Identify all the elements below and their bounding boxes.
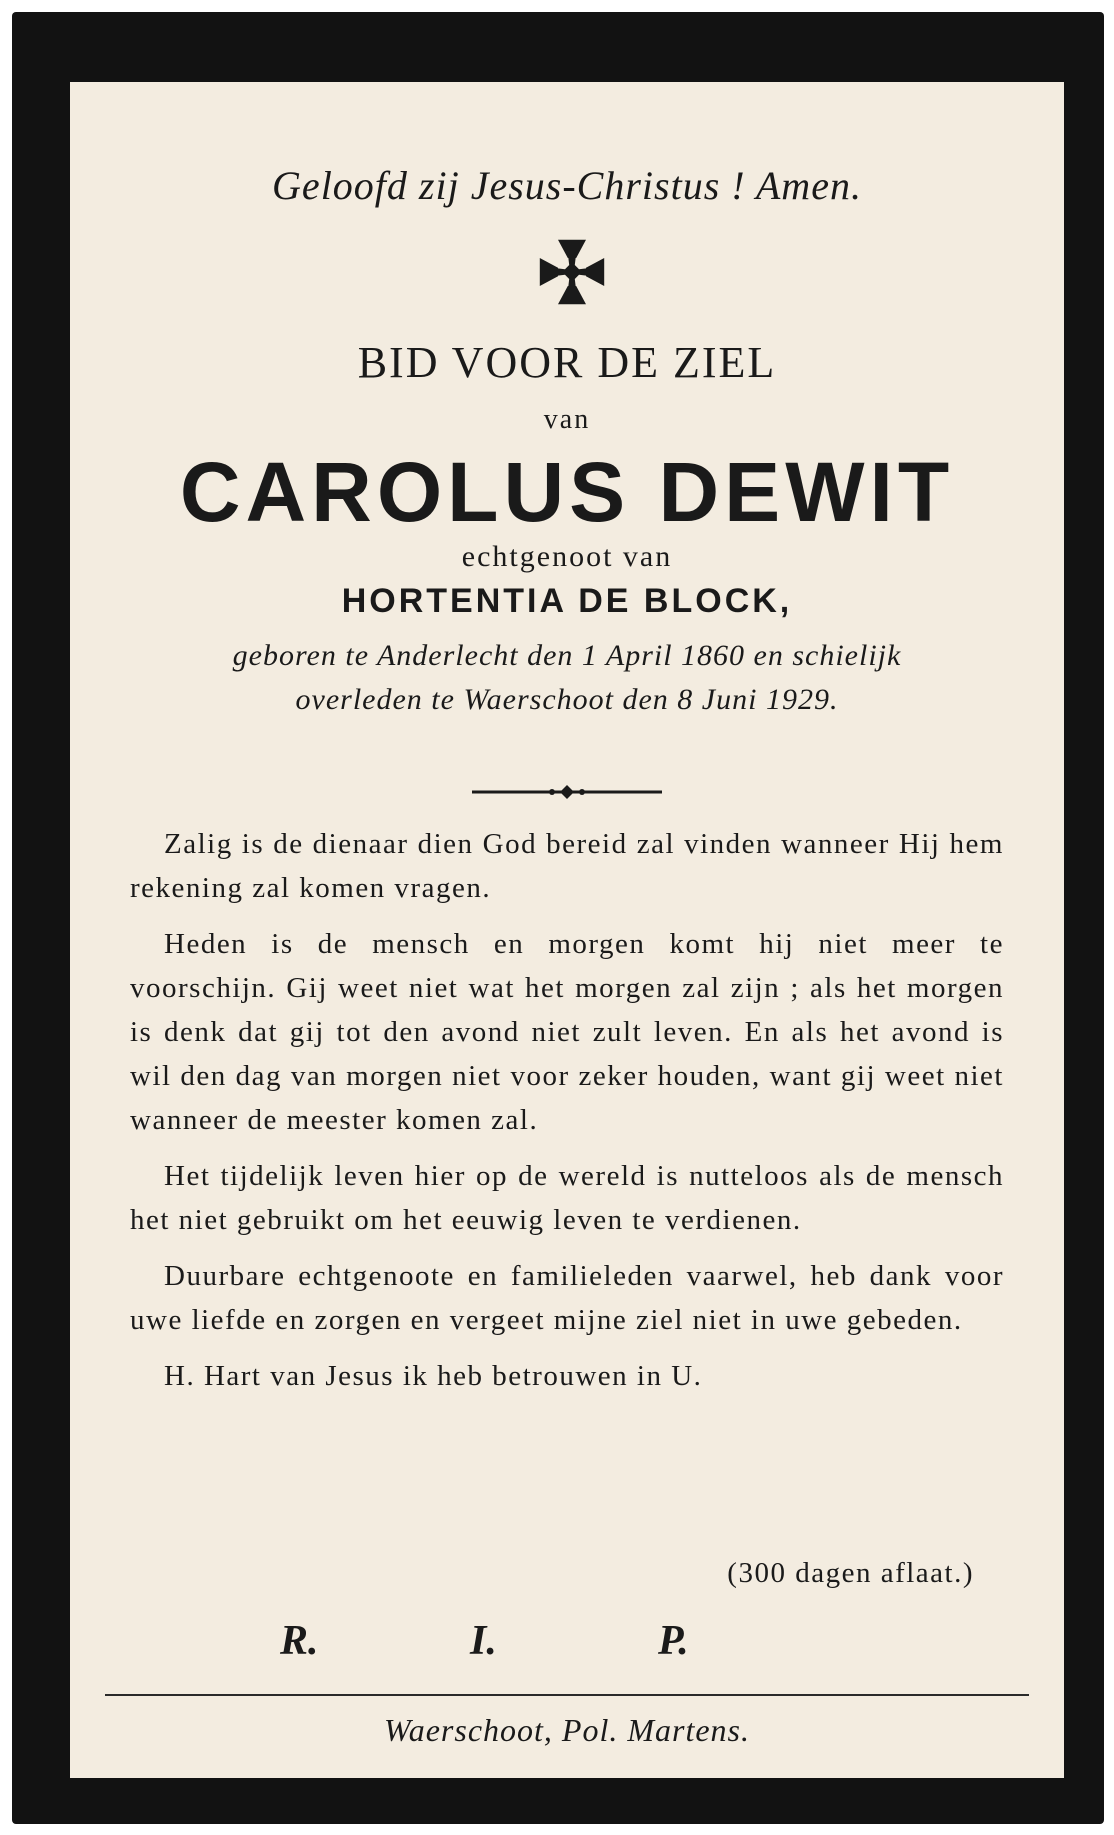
spouse-name: HORTENTIA DE BLOCK, [341, 582, 793, 620]
printer-credit: Waerschoot, Pol. Martens. [383, 1712, 750, 1748]
paragraph: Het tijdelijk leven hier op de wereld is nutteloos als de mensch het niet gebruikt om het eeuwig leven te verdienen. [130, 1160, 1004, 1236]
footer-rule [105, 1694, 1029, 1696]
birth-death-details [70, 634, 1064, 722]
rip-letter-p: P. [658, 1618, 689, 1664]
paragraph: Heden is de mensch en morgen komt hij niet meer te voorschijn. Gij weet niet wat het morgen zal zijn ; als het morgen is denk dat gij tot den avond niet zult leven. En als het avond is wil den dag van morgen niet voor zeker houden, want gij weet niet wanneer de meester komen zal. [130, 928, 1004, 1136]
memorial-card-border [12, 12, 1104, 1824]
ornamental-divider-icon [472, 782, 662, 802]
paragraph: Zalig is de dienaar dien God bereid zal vinden wanneer Hij hem rekening zal komen vragen. [130, 828, 1004, 904]
cross-icon [537, 237, 607, 307]
birth-line: geboren te Anderlecht den 1 April 1860 en schielijk [232, 639, 902, 672]
paragraph: Duurbare echtgenoote en familieleden vaarwel, heb dank voor uwe liefde en zorgen en vergeet mijne ziel niet in uwe gebeden. [130, 1260, 1004, 1336]
prayer-text [130, 822, 1004, 1410]
rip-letter-r: R. [280, 1618, 319, 1664]
invocation-text: Geloofd zij Jesus-Christus ! Amen. [272, 163, 862, 208]
memorial-card [70, 82, 1064, 1778]
death-line: overleden te Waerschoot den 8 Juni 1929. [295, 683, 839, 716]
indulgence-note: (300 dagen aflaat.) [727, 1557, 974, 1589]
prayer-heading: BID VOOR DE ZIEL [357, 338, 777, 387]
van-label: van [543, 404, 591, 435]
paragraph: H. Hart van Jesus ik heb betrouwen in U. [164, 1360, 703, 1392]
rip-letter-i: I. [470, 1618, 497, 1664]
spouse-label: echtgenoot van [461, 540, 673, 573]
deceased-name: CAROLUS DEWIT [179, 445, 955, 539]
